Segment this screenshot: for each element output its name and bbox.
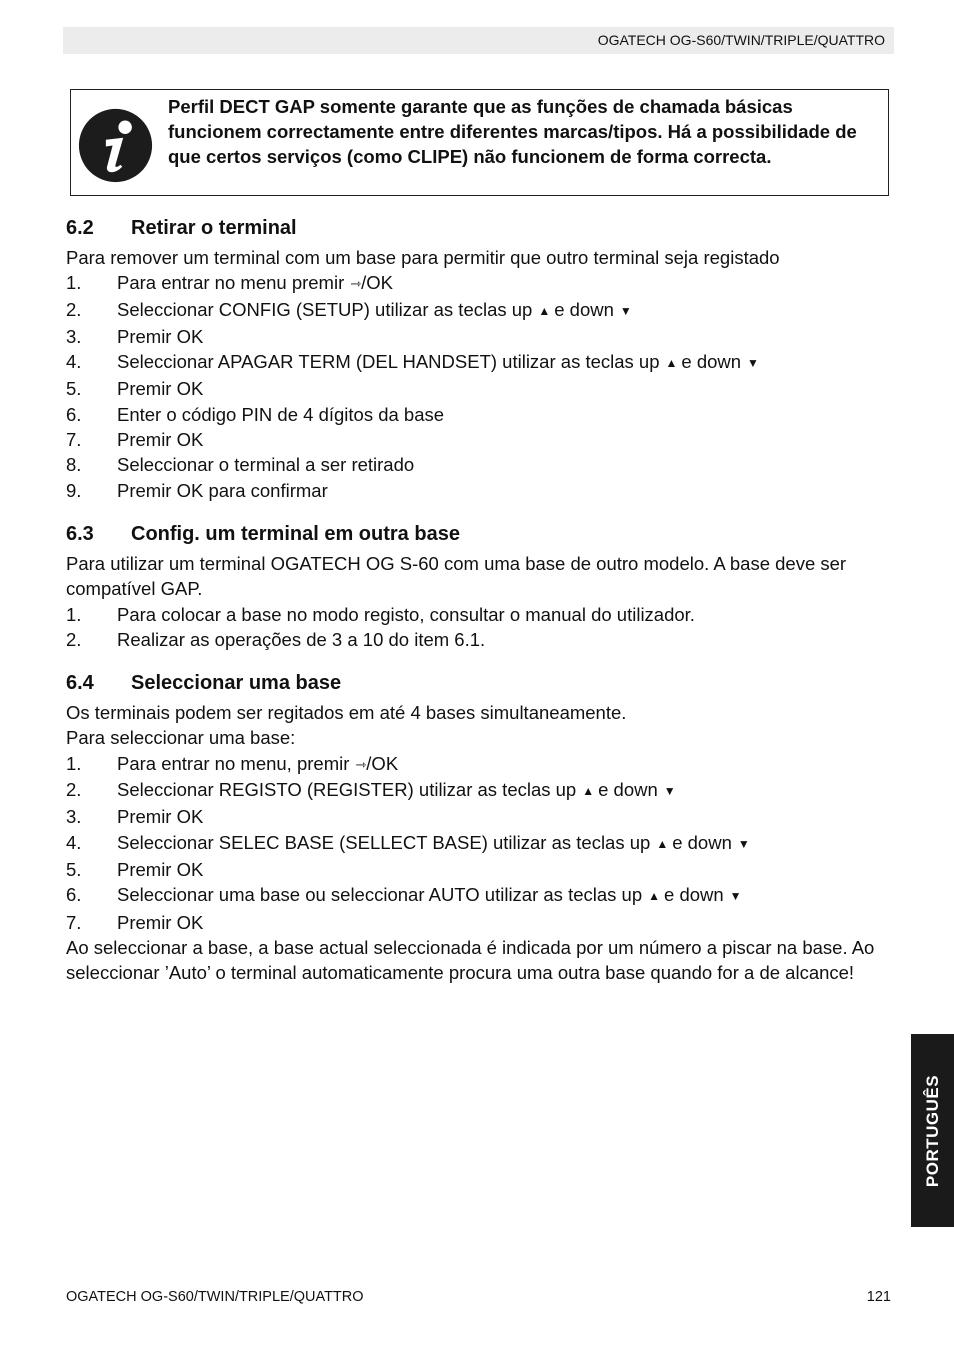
section-intro: Para utilizar um terminal OGATECH OG S-60 com uma base de outro modelo. A base deve ser compatível GAP. [66, 552, 847, 600]
section-intro: Os terminais podem ser regitados em até 4 bases simultaneamente. [66, 702, 627, 724]
arrow-down-icon: ▼ [619, 303, 632, 318]
step-item [66, 427, 896, 452]
step-item [66, 804, 896, 829]
step-number: 4. [66, 351, 82, 373]
step-label: Premir OK [117, 858, 204, 880]
arrow-down-icon: ▼ [747, 356, 759, 371]
section-heading [66, 669, 896, 697]
step-text [117, 349, 763, 376]
step-item [66, 910, 896, 935]
step-item [66, 478, 896, 503]
step-connector: e down [598, 779, 658, 801]
step-item [66, 452, 896, 477]
step-label: Premir OK [117, 806, 204, 828]
step-connector: e down [681, 351, 742, 373]
step-number: 8. [66, 454, 82, 476]
arrow-down-icon: ▼ [663, 784, 676, 799]
step-list [66, 751, 896, 935]
step-text [117, 910, 203, 935]
step-connector: e down [554, 298, 614, 320]
step-label: Seleccionar APAGAR TERM (DEL HANDSET) utilizar as teclas up [117, 351, 660, 373]
step-number: 6. [66, 403, 82, 425]
step-label: Seleccionar o terminal a ser retirado [117, 454, 415, 476]
section-heading [66, 520, 896, 548]
step-text [117, 376, 203, 401]
step-number: 2. [66, 628, 82, 650]
arrow-down-icon: ▼ [729, 889, 742, 904]
step-number: 9. [66, 479, 82, 501]
step-list [66, 602, 896, 653]
step-item [66, 751, 896, 777]
step-number: 6. [66, 884, 82, 906]
step-item [66, 270, 896, 296]
menu-key-icon: ⇾ [350, 276, 362, 292]
info-icon [77, 107, 154, 184]
step-number: 2. [66, 298, 82, 320]
step-label: Premir OK para confirmar [117, 479, 328, 501]
step-number: 3. [66, 806, 82, 828]
step-item [66, 777, 896, 804]
step-text [117, 452, 414, 477]
step-list [66, 270, 896, 503]
step-text [117, 602, 695, 627]
arrow-up-icon: ▲ [648, 889, 661, 904]
step-label: Seleccionar CONFIG (SETUP) utilizar as teclas up [117, 298, 533, 320]
step-label: Seleccionar REGISTO (REGISTER) utilizar as teclas up [117, 779, 577, 801]
step-item [66, 857, 896, 882]
section-spacer [66, 503, 896, 520]
section-number: 6.4 [66, 672, 94, 695]
step-label: Premir OK [117, 325, 204, 347]
step-text [117, 478, 328, 503]
step-label: Premir OK [117, 911, 204, 933]
page-number: 121 [866, 1289, 891, 1305]
step-item [66, 324, 896, 349]
step-label: Seleccionar uma base ou seleccionar AUTO utilizar as teclas up [117, 884, 643, 906]
step-text [117, 297, 636, 324]
step-item [66, 376, 896, 401]
section-intro-2: Para seleccionar uma base: [66, 727, 296, 749]
language-tab [911, 1034, 954, 1227]
arrow-up-icon: ▲ [582, 784, 595, 799]
section-number: 6.3 [66, 522, 94, 545]
document-body [66, 214, 896, 985]
step-text [117, 830, 754, 857]
step-number: 4. [66, 831, 82, 853]
step-label: Seleccionar SELEC BASE (SELLECT BASE) utilizar as teclas up [117, 831, 651, 853]
step-item [66, 297, 896, 324]
section-title-text: Seleccionar uma base [131, 672, 342, 695]
step-number: 3. [66, 325, 82, 347]
step-text [117, 804, 203, 829]
step-suffix: /OK [366, 752, 399, 774]
step-number: 7. [66, 911, 82, 933]
step-text [117, 857, 203, 882]
step-item [66, 349, 896, 376]
step-item [66, 602, 896, 627]
step-number: 5. [66, 378, 82, 400]
section-number: 6.2 [66, 217, 94, 239]
step-text [117, 324, 203, 349]
section-intro: Para remover um terminal com um base para permitir que outro terminal seja registado [66, 247, 780, 268]
menu-key-icon: ⇾ [355, 756, 367, 772]
step-item [66, 882, 896, 909]
step-text [117, 627, 485, 652]
language-tab-label: PORTUGUÊS [922, 1074, 942, 1187]
arrow-down-icon: ▼ [737, 836, 750, 851]
step-item [66, 402, 896, 427]
section-heading [66, 214, 896, 242]
arrow-up-icon: ▲ [538, 303, 551, 318]
step-text [117, 751, 398, 777]
step-label: Para entrar no menu premir [117, 272, 345, 294]
step-label: Para colocar a base no modo registo, consultar o manual do utilizador. [117, 603, 695, 625]
step-label: Realizar as operações de 3 a 10 do item 6.1. [117, 628, 486, 650]
step-item [66, 830, 896, 857]
footer-title: OGATECH OG-S60/TWIN/TRIPLE/QUATTRO [66, 1289, 364, 1305]
step-number: 7. [66, 429, 82, 451]
step-number: 2. [66, 779, 82, 801]
section-title-text: Config. um terminal em outra base [131, 522, 460, 545]
section-title-text: Retirar o terminal [131, 217, 297, 239]
step-connector: e down [664, 884, 724, 906]
step-text [117, 427, 203, 452]
section-outro: Ao seleccionar a base, a base actual seleccionada é indicada por um número a piscar na base. Ao seleccionar ’Auto’ o terminal automaticamente procura uma outra base quando for a de alcance! [66, 936, 875, 984]
page-header [63, 27, 894, 54]
step-text [117, 777, 680, 804]
step-text [117, 882, 746, 909]
step-label: Premir OK [117, 378, 204, 400]
step-label: Premir OK [117, 429, 204, 451]
note-text: Perfil DECT GAP somente garante que as funções de chamada básicas funcionem correctamente entre diferentes marcas/tipos. Há a possibilidade de que certos serviços (como CLIPE) não funcionem de forma correcta. [168, 96, 857, 167]
step-number: 1. [66, 272, 82, 294]
step-number: 1. [66, 603, 82, 625]
step-connector: e down [672, 831, 732, 853]
info-note-box [70, 89, 889, 196]
arrow-up-icon: ▲ [665, 356, 678, 371]
step-text [117, 402, 444, 427]
step-label: Para entrar no menu, premir [117, 752, 350, 774]
step-number: 1. [66, 752, 82, 774]
step-text [117, 270, 393, 296]
arrow-up-icon: ▲ [656, 836, 669, 851]
step-label: Enter o código PIN de 4 dígitos da base [117, 403, 445, 425]
step-suffix: /OK [361, 272, 394, 294]
section-spacer [66, 652, 896, 669]
step-item [66, 627, 896, 652]
step-number: 5. [66, 858, 82, 880]
header-title: OGATECH OG-S60/TWIN/TRIPLE/QUATTRO [597, 32, 885, 48]
